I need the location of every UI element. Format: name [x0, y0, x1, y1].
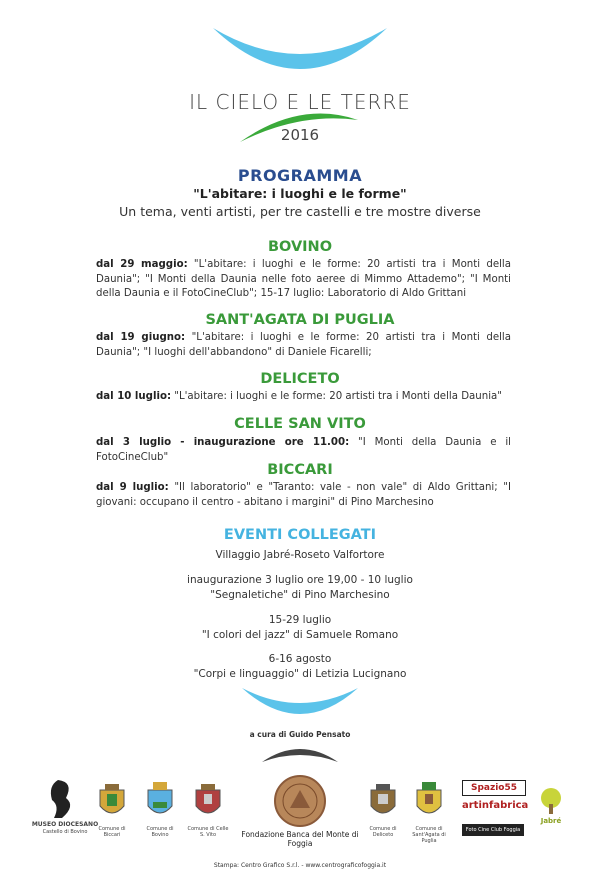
- section-date: dal 9 luglio:: [96, 482, 169, 493]
- section-date: dal 19 giugno:: [96, 332, 186, 343]
- sponsor-logos: [0, 772, 600, 852]
- events-heading: EVENTI COLLEGATI: [223, 527, 377, 543]
- curator-arc: [0, 740, 600, 770]
- jabre-tree: [534, 786, 568, 816]
- artinfabrica-logo: artinfabrica: [462, 800, 529, 811]
- santagata-caption: Comune di Sant'Agata di Puglia: [412, 826, 446, 844]
- section-body: "Il laboratorio" e "Taranto: vale - non vale" di Aldo Grittani; "I giovani: occupano il centro - abitano i margini" di Pino Marchesino: [96, 482, 511, 508]
- event-when: inaugurazione 3 luglio ore 19,00 - 10 luglio: [187, 574, 413, 586]
- fondazione-caption: Fondazione Banca del Monte di Foggia: [241, 830, 359, 848]
- biccari-crest: [97, 782, 127, 820]
- section-title-deliceto: DELICETO: [260, 371, 340, 387]
- celle-crest: [193, 782, 223, 820]
- fotocineclub-logo: Foto Cine Club Foggia: [462, 824, 524, 836]
- bottom-arc: [0, 684, 600, 730]
- bovino-crest: [145, 780, 175, 820]
- program-tagline: Un tema, venti artisti, per tre castelli e tre mostre diverse: [119, 204, 481, 219]
- spazio55-logo: Spazio55: [462, 780, 526, 796]
- jabre-caption: Jabré: [540, 817, 562, 825]
- event-what: "Corpi e linguaggio" di Letizia Lucignano: [193, 668, 407, 680]
- printer-credit: Stampa: Centro Grafico S.r.l. - www.centrograficofoggia.it: [213, 862, 387, 869]
- section-text-deliceto: [96, 390, 511, 405]
- section-date: dal 10 luglio:: [96, 391, 172, 402]
- museo-name: MUSEO DIOCESANO: [31, 821, 99, 828]
- museo-logo: [44, 778, 84, 820]
- section-date: dal 29 maggio:: [96, 259, 188, 270]
- event-what: "Segnaletiche" di Pino Marchesino: [210, 589, 390, 601]
- section-title-celle: CELLE SAN VITO: [234, 416, 366, 432]
- section-text-bovino: [96, 258, 511, 302]
- fondazione-medal: [272, 774, 328, 828]
- section-body: "L'abitare: i luoghi e le forme: 20 artisti tra i Monti della Daunia"; "I Monti della Daunia nelle foto aeree di Mimmo Attademo"; "I Monti della Daunia e il FotoCineClub"; 15-17 luglio: Laboratorio di Aldo Grittani: [96, 259, 511, 299]
- section-title-bovino: BOVINO: [267, 239, 333, 255]
- event-when: 15-29 luglio: [268, 614, 332, 626]
- logo-year: 2016: [280, 126, 320, 144]
- section-text-santagata: [96, 331, 511, 360]
- deliceto-caption: Comune di Deliceto: [369, 826, 397, 838]
- curated-by: a cura di Guido Pensato: [249, 730, 351, 739]
- biccari-caption: Comune di Biccari: [98, 826, 126, 838]
- deliceto-crest: [368, 782, 398, 820]
- program-subtitle: "L'abitare: i luoghi e le forme": [193, 186, 407, 201]
- section-body: "I Monti della Daunia e il FotoCineClub": [96, 437, 511, 463]
- section-body: "L'abitare: i luoghi e le forme: 20 artisti tra i Monti della Daunia"; "I luoghi dell'abbandono" di Daniele Ficarelli;: [96, 332, 512, 358]
- section-date: dal 3 luglio - inaugurazione ore 11.00:: [96, 437, 350, 448]
- event-when: 6-16 agosto: [268, 653, 332, 665]
- section-text-celle: [96, 436, 511, 465]
- section-body: "L'abitare: i luoghi e le forme: 20 artisti tra i Monti della Daunia": [171, 391, 502, 402]
- museo-sub: Castello di Bovino: [42, 829, 88, 835]
- event-logo: [0, 0, 600, 160]
- logo-title: IL CIELO E LE TERRE: [189, 90, 411, 114]
- event-what: "I colori del jazz" di Samuele Romano: [201, 629, 399, 641]
- section-title-biccari: BICCARI: [267, 462, 333, 478]
- bovino-caption: Comune di Bovino: [146, 826, 174, 838]
- section-text-biccari: [96, 481, 511, 510]
- section-title-santagata: SANT'AGATA DI PUGLIA: [205, 312, 395, 328]
- program-heading: PROGRAMMA: [237, 166, 363, 185]
- celle-caption: Comune di Celle S. Vito: [187, 826, 229, 838]
- events-location: Villaggio Jabré-Roseto Valfortore: [215, 549, 385, 561]
- santagata-crest: [414, 780, 444, 820]
